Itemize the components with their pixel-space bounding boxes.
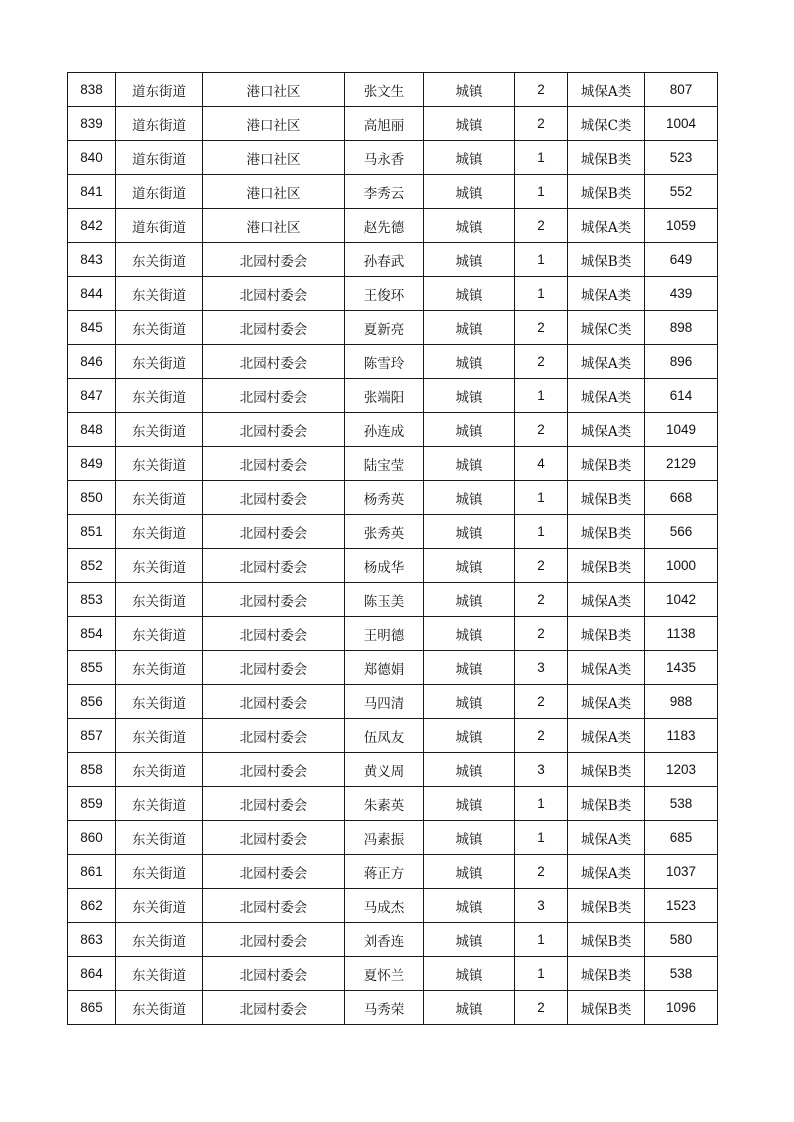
- community-cell: 港口社区: [203, 175, 345, 209]
- street-cell: 东关街道: [116, 549, 203, 583]
- table-row: [68, 481, 718, 515]
- person-name-cell: 孙春武: [345, 243, 424, 277]
- amount-cell: 988: [645, 685, 718, 719]
- member-count-cell: 2: [515, 413, 568, 447]
- insurance-category-cell: 城保A类: [568, 719, 645, 753]
- table-row: [68, 243, 718, 277]
- person-name-cell: 刘香连: [345, 923, 424, 957]
- member-count-cell: 1: [515, 957, 568, 991]
- member-count-cell: 1: [515, 277, 568, 311]
- table-row: [68, 413, 718, 447]
- street-cell: 东关街道: [116, 583, 203, 617]
- street-cell: 东关街道: [116, 889, 203, 923]
- member-count-cell: 1: [515, 515, 568, 549]
- community-cell: 北园村委会: [203, 243, 345, 277]
- insurance-category-cell: 城保A类: [568, 345, 645, 379]
- street-cell: 东关街道: [116, 719, 203, 753]
- member-count-cell: 3: [515, 753, 568, 787]
- community-cell: 北园村委会: [203, 277, 345, 311]
- table-body: [68, 73, 718, 1025]
- person-name-cell: 赵先德: [345, 209, 424, 243]
- street-cell: 东关街道: [116, 617, 203, 651]
- table-row: [68, 175, 718, 209]
- household-type-cell: 城镇: [424, 583, 515, 617]
- amount-cell: 552: [645, 175, 718, 209]
- community-cell: 港口社区: [203, 73, 345, 107]
- street-cell: 道东街道: [116, 107, 203, 141]
- row-number-cell: 851: [68, 515, 116, 549]
- amount-cell: 538: [645, 787, 718, 821]
- insurance-category-cell: 城保C类: [568, 107, 645, 141]
- household-type-cell: 城镇: [424, 957, 515, 991]
- street-cell: 东关街道: [116, 821, 203, 855]
- community-cell: 北园村委会: [203, 855, 345, 889]
- person-name-cell: 伍凤友: [345, 719, 424, 753]
- insurance-category-cell: 城保A类: [568, 855, 645, 889]
- row-number-cell: 843: [68, 243, 116, 277]
- row-number-cell: 845: [68, 311, 116, 345]
- household-type-cell: 城镇: [424, 923, 515, 957]
- insurance-category-cell: 城保B类: [568, 175, 645, 209]
- row-number-cell: 846: [68, 345, 116, 379]
- community-cell: 北园村委会: [203, 821, 345, 855]
- amount-cell: 668: [645, 481, 718, 515]
- row-number-cell: 863: [68, 923, 116, 957]
- household-type-cell: 城镇: [424, 515, 515, 549]
- amount-cell: 898: [645, 311, 718, 345]
- person-name-cell: 马秀荣: [345, 991, 424, 1025]
- street-cell: 东关街道: [116, 379, 203, 413]
- household-type-cell: 城镇: [424, 481, 515, 515]
- amount-cell: 538: [645, 957, 718, 991]
- household-type-cell: 城镇: [424, 141, 515, 175]
- row-number-cell: 854: [68, 617, 116, 651]
- table-row: [68, 549, 718, 583]
- person-name-cell: 夏新亮: [345, 311, 424, 345]
- amount-cell: 1004: [645, 107, 718, 141]
- person-name-cell: 夏怀兰: [345, 957, 424, 991]
- row-number-cell: 856: [68, 685, 116, 719]
- row-number-cell: 848: [68, 413, 116, 447]
- table-row: [68, 73, 718, 107]
- insurance-category-cell: 城保B类: [568, 447, 645, 481]
- member-count-cell: 2: [515, 685, 568, 719]
- household-type-cell: 城镇: [424, 651, 515, 685]
- person-name-cell: 李秀云: [345, 175, 424, 209]
- member-count-cell: 1: [515, 175, 568, 209]
- insurance-category-cell: 城保B类: [568, 549, 645, 583]
- street-cell: 东关街道: [116, 753, 203, 787]
- household-type-cell: 城镇: [424, 821, 515, 855]
- member-count-cell: 1: [515, 243, 568, 277]
- amount-cell: 1037: [645, 855, 718, 889]
- person-name-cell: 王明德: [345, 617, 424, 651]
- amount-cell: 1183: [645, 719, 718, 753]
- table-row: [68, 515, 718, 549]
- street-cell: 东关街道: [116, 515, 203, 549]
- insurance-category-cell: 城保A类: [568, 413, 645, 447]
- household-type-cell: 城镇: [424, 243, 515, 277]
- community-cell: 北园村委会: [203, 413, 345, 447]
- community-cell: 港口社区: [203, 141, 345, 175]
- table-row: [68, 617, 718, 651]
- amount-cell: 2129: [645, 447, 718, 481]
- community-cell: 北园村委会: [203, 787, 345, 821]
- row-number-cell: 838: [68, 73, 116, 107]
- household-type-cell: 城镇: [424, 549, 515, 583]
- street-cell: 道东街道: [116, 141, 203, 175]
- community-cell: 北园村委会: [203, 957, 345, 991]
- row-number-cell: 865: [68, 991, 116, 1025]
- member-count-cell: 1: [515, 821, 568, 855]
- street-cell: 东关街道: [116, 447, 203, 481]
- street-cell: 东关街道: [116, 243, 203, 277]
- person-name-cell: 王俊环: [345, 277, 424, 311]
- table-row: [68, 107, 718, 141]
- member-count-cell: 3: [515, 651, 568, 685]
- street-cell: 东关街道: [116, 787, 203, 821]
- row-number-cell: 852: [68, 549, 116, 583]
- street-cell: 东关街道: [116, 345, 203, 379]
- street-cell: 东关街道: [116, 923, 203, 957]
- amount-cell: 1059: [645, 209, 718, 243]
- insurance-category-cell: 城保B类: [568, 617, 645, 651]
- community-cell: 北园村委会: [203, 651, 345, 685]
- table-row: [68, 209, 718, 243]
- row-number-cell: 841: [68, 175, 116, 209]
- person-name-cell: 孙连成: [345, 413, 424, 447]
- person-name-cell: 冯素振: [345, 821, 424, 855]
- amount-cell: 1138: [645, 617, 718, 651]
- insurance-category-cell: 城保C类: [568, 311, 645, 345]
- person-name-cell: 黄义周: [345, 753, 424, 787]
- person-name-cell: 张文生: [345, 73, 424, 107]
- table-row: [68, 787, 718, 821]
- member-count-cell: 1: [515, 923, 568, 957]
- member-count-cell: 2: [515, 549, 568, 583]
- table-row: [68, 685, 718, 719]
- household-type-cell: 城镇: [424, 175, 515, 209]
- street-cell: 东关街道: [116, 957, 203, 991]
- member-count-cell: 1: [515, 787, 568, 821]
- row-number-cell: 840: [68, 141, 116, 175]
- community-cell: 港口社区: [203, 209, 345, 243]
- member-count-cell: 4: [515, 447, 568, 481]
- amount-cell: 807: [645, 73, 718, 107]
- person-name-cell: 陆宝莹: [345, 447, 424, 481]
- table-row: [68, 957, 718, 991]
- street-cell: 道东街道: [116, 73, 203, 107]
- amount-cell: 523: [645, 141, 718, 175]
- row-number-cell: 842: [68, 209, 116, 243]
- person-name-cell: 杨成华: [345, 549, 424, 583]
- insurance-category-cell: 城保B类: [568, 787, 645, 821]
- table-row: [68, 753, 718, 787]
- community-cell: 北园村委会: [203, 311, 345, 345]
- member-count-cell: 2: [515, 311, 568, 345]
- member-count-cell: 2: [515, 617, 568, 651]
- member-count-cell: 1: [515, 481, 568, 515]
- member-count-cell: 3: [515, 889, 568, 923]
- table-row: [68, 311, 718, 345]
- household-type-cell: 城镇: [424, 209, 515, 243]
- person-name-cell: 陈雪玲: [345, 345, 424, 379]
- household-type-cell: 城镇: [424, 73, 515, 107]
- amount-cell: 1049: [645, 413, 718, 447]
- amount-cell: 1096: [645, 991, 718, 1025]
- table-row: [68, 447, 718, 481]
- insurance-category-cell: 城保B类: [568, 243, 645, 277]
- household-type-cell: 城镇: [424, 311, 515, 345]
- member-count-cell: 1: [515, 379, 568, 413]
- person-name-cell: 张秀英: [345, 515, 424, 549]
- amount-cell: 1203: [645, 753, 718, 787]
- insurance-category-cell: 城保B类: [568, 481, 645, 515]
- insurance-category-cell: 城保B类: [568, 957, 645, 991]
- community-cell: 北园村委会: [203, 345, 345, 379]
- member-count-cell: 2: [515, 209, 568, 243]
- street-cell: 东关街道: [116, 413, 203, 447]
- row-number-cell: 853: [68, 583, 116, 617]
- street-cell: 东关街道: [116, 277, 203, 311]
- member-count-cell: 2: [515, 73, 568, 107]
- household-type-cell: 城镇: [424, 719, 515, 753]
- amount-cell: 566: [645, 515, 718, 549]
- person-name-cell: 蒋正方: [345, 855, 424, 889]
- household-type-cell: 城镇: [424, 991, 515, 1025]
- table-row: [68, 821, 718, 855]
- row-number-cell: 860: [68, 821, 116, 855]
- row-number-cell: 857: [68, 719, 116, 753]
- row-number-cell: 861: [68, 855, 116, 889]
- row-number-cell: 858: [68, 753, 116, 787]
- insurance-category-cell: 城保B类: [568, 923, 645, 957]
- row-number-cell: 839: [68, 107, 116, 141]
- amount-cell: 580: [645, 923, 718, 957]
- community-cell: 北园村委会: [203, 379, 345, 413]
- person-name-cell: 马成杰: [345, 889, 424, 923]
- assistance-roster-table: [67, 72, 718, 1025]
- household-type-cell: 城镇: [424, 345, 515, 379]
- person-name-cell: 陈玉美: [345, 583, 424, 617]
- insurance-category-cell: 城保A类: [568, 379, 645, 413]
- table-row: [68, 583, 718, 617]
- household-type-cell: 城镇: [424, 107, 515, 141]
- insurance-category-cell: 城保A类: [568, 583, 645, 617]
- insurance-category-cell: 城保B类: [568, 991, 645, 1025]
- street-cell: 道东街道: [116, 209, 203, 243]
- insurance-category-cell: 城保A类: [568, 651, 645, 685]
- row-number-cell: 849: [68, 447, 116, 481]
- member-count-cell: 2: [515, 719, 568, 753]
- person-name-cell: 马四清: [345, 685, 424, 719]
- street-cell: 道东街道: [116, 175, 203, 209]
- street-cell: 东关街道: [116, 685, 203, 719]
- street-cell: 东关街道: [116, 481, 203, 515]
- insurance-category-cell: 城保A类: [568, 685, 645, 719]
- amount-cell: 614: [645, 379, 718, 413]
- insurance-category-cell: 城保B类: [568, 753, 645, 787]
- table-row: [68, 923, 718, 957]
- member-count-cell: 2: [515, 583, 568, 617]
- household-type-cell: 城镇: [424, 787, 515, 821]
- amount-cell: 439: [645, 277, 718, 311]
- insurance-category-cell: 城保A类: [568, 821, 645, 855]
- amount-cell: 1000: [645, 549, 718, 583]
- person-name-cell: 马永香: [345, 141, 424, 175]
- household-type-cell: 城镇: [424, 413, 515, 447]
- community-cell: 北园村委会: [203, 753, 345, 787]
- member-count-cell: 2: [515, 991, 568, 1025]
- amount-cell: 685: [645, 821, 718, 855]
- table-row: [68, 855, 718, 889]
- row-number-cell: 847: [68, 379, 116, 413]
- household-type-cell: 城镇: [424, 617, 515, 651]
- person-name-cell: 郑德娟: [345, 651, 424, 685]
- community-cell: 北园村委会: [203, 685, 345, 719]
- insurance-category-cell: 城保A类: [568, 277, 645, 311]
- community-cell: 北园村委会: [203, 481, 345, 515]
- amount-cell: 1435: [645, 651, 718, 685]
- household-type-cell: 城镇: [424, 753, 515, 787]
- person-name-cell: 张端阳: [345, 379, 424, 413]
- table-row: [68, 379, 718, 413]
- row-number-cell: 855: [68, 651, 116, 685]
- community-cell: 北园村委会: [203, 583, 345, 617]
- community-cell: 北园村委会: [203, 719, 345, 753]
- member-count-cell: 1: [515, 141, 568, 175]
- insurance-category-cell: 城保B类: [568, 141, 645, 175]
- member-count-cell: 2: [515, 855, 568, 889]
- amount-cell: 896: [645, 345, 718, 379]
- community-cell: 北园村委会: [203, 889, 345, 923]
- table-row: [68, 991, 718, 1025]
- household-type-cell: 城镇: [424, 889, 515, 923]
- household-type-cell: 城镇: [424, 379, 515, 413]
- table-row: [68, 651, 718, 685]
- table-row: [68, 277, 718, 311]
- table-row: [68, 141, 718, 175]
- person-name-cell: 高旭丽: [345, 107, 424, 141]
- person-name-cell: 杨秀英: [345, 481, 424, 515]
- amount-cell: 1042: [645, 583, 718, 617]
- row-number-cell: 862: [68, 889, 116, 923]
- household-type-cell: 城镇: [424, 685, 515, 719]
- community-cell: 北园村委会: [203, 515, 345, 549]
- street-cell: 东关街道: [116, 651, 203, 685]
- street-cell: 东关街道: [116, 311, 203, 345]
- row-number-cell: 844: [68, 277, 116, 311]
- table-row: [68, 719, 718, 753]
- insurance-category-cell: 城保A类: [568, 209, 645, 243]
- amount-cell: 1523: [645, 889, 718, 923]
- person-name-cell: 朱素英: [345, 787, 424, 821]
- community-cell: 北园村委会: [203, 923, 345, 957]
- member-count-cell: 2: [515, 345, 568, 379]
- household-type-cell: 城镇: [424, 447, 515, 481]
- table-row: [68, 889, 718, 923]
- household-type-cell: 城镇: [424, 855, 515, 889]
- street-cell: 东关街道: [116, 855, 203, 889]
- member-count-cell: 2: [515, 107, 568, 141]
- row-number-cell: 859: [68, 787, 116, 821]
- insurance-category-cell: 城保B类: [568, 889, 645, 923]
- community-cell: 北园村委会: [203, 617, 345, 651]
- community-cell: 北园村委会: [203, 549, 345, 583]
- row-number-cell: 864: [68, 957, 116, 991]
- household-type-cell: 城镇: [424, 277, 515, 311]
- street-cell: 东关街道: [116, 991, 203, 1025]
- table-row: [68, 345, 718, 379]
- community-cell: 北园村委会: [203, 447, 345, 481]
- community-cell: 北园村委会: [203, 991, 345, 1025]
- insurance-category-cell: 城保B类: [568, 515, 645, 549]
- community-cell: 港口社区: [203, 107, 345, 141]
- insurance-category-cell: 城保A类: [568, 73, 645, 107]
- row-number-cell: 850: [68, 481, 116, 515]
- amount-cell: 649: [645, 243, 718, 277]
